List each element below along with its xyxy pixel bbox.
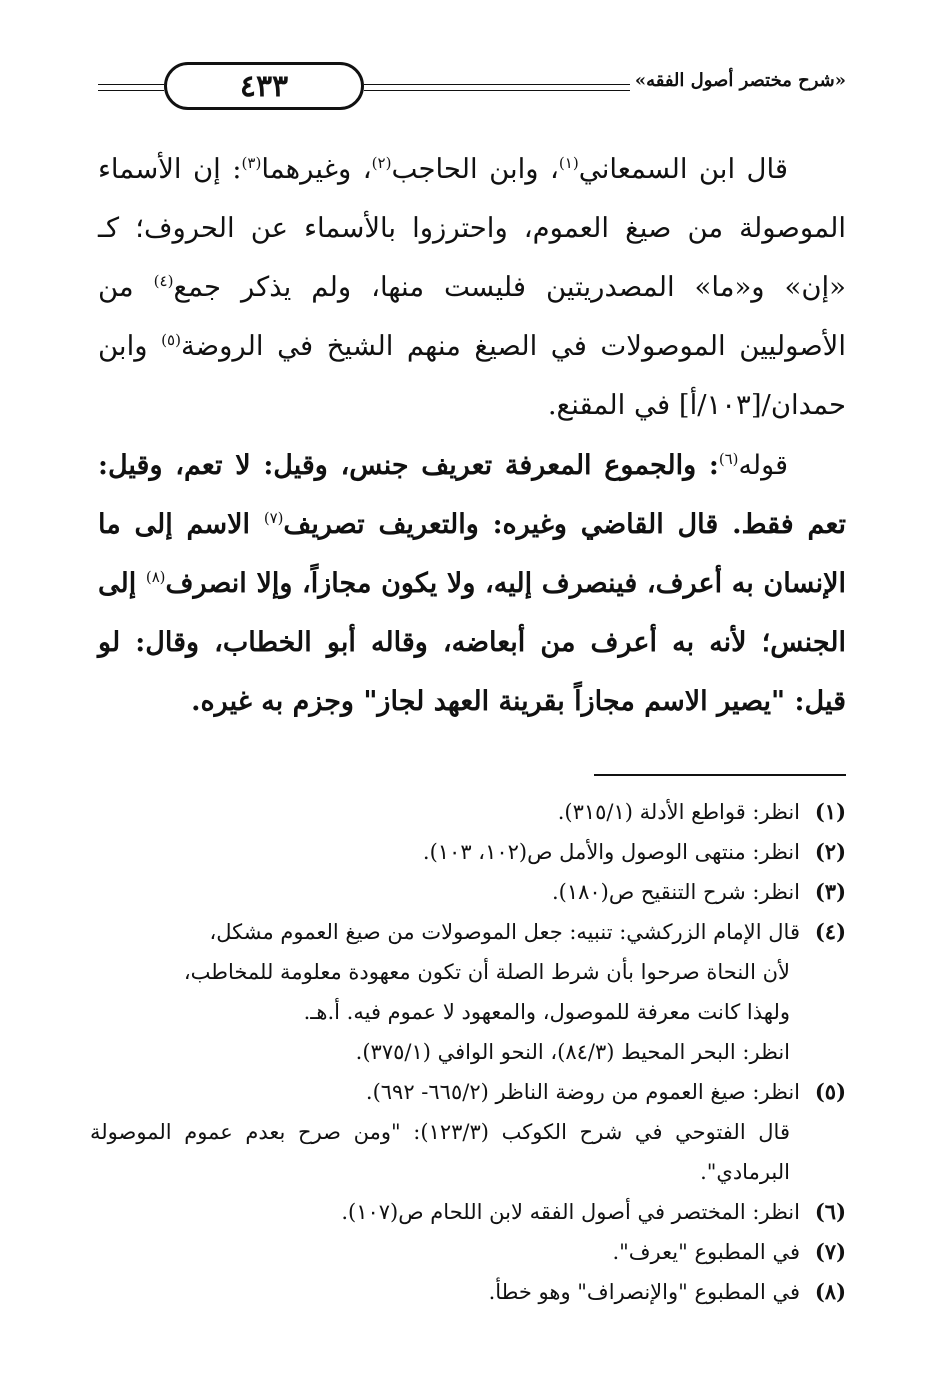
footnote-continuation: لأن النحاة صرحوا بأن شرط الصلة أن تكون معهودة معلومة للمخاطب،: [183, 960, 790, 984]
text-run: : والجموع المعرفة تعريف جنس، وقيل: لا تعم، وقيل: تعم فقط. قال القاضي وغيره: والتعريف تصريف: [98, 450, 846, 540]
footnotes: [90, 792, 846, 1312]
footnote-continuation: ولهذا كانت معرفة للموصول، والمعهود لا عموم فيه. أ.هـ.: [303, 1000, 790, 1024]
footnote-text: انظر: منتهى الوصول والأمل ص(١٠٢، ١٠٣).: [422, 840, 800, 864]
running-title: «شرح مختصر أصول الفقه»: [634, 70, 846, 91]
body-paragraph: [98, 140, 846, 435]
header-rule: [364, 90, 630, 91]
footnote-ref: (٦): [718, 450, 739, 468]
footnote: [90, 1232, 846, 1272]
footnote-text: في المطبوع "والإنصراف" وهو خطأ.: [488, 1280, 800, 1304]
footnote-ref: (٢): [371, 153, 392, 172]
footnote-ref: (٧): [263, 509, 284, 527]
footnote-text: انظر: قواطع الأدلة (٣١٥/١).: [557, 800, 800, 824]
body-paragraph-bold: [98, 436, 846, 731]
text-run: ، وغيرهما: [261, 153, 372, 185]
text-run: إلى الجنس؛ لأنه به أعرف من أبعاضه، وقاله أبو الخطاب، وقال: لو قيل: "يصير الاسم مجازاً بقرينة العهد لجاز" وجزم به غيره.: [98, 568, 846, 717]
footnote-text: انظر: المختصر في أصول الفقه لابن اللحام ص(١٠٧).: [341, 1200, 800, 1224]
footnote-text: انظر: شرح التنقيح ص(١٨٠).: [551, 880, 800, 904]
text-run: قوله: [738, 450, 788, 481]
footnote-divider: [594, 774, 846, 776]
footnote-number: (٤): [814, 919, 846, 944]
footnote-number: (١): [814, 799, 846, 824]
text-run: من الأصوليين الموصولات في الصيغ منهم الشيخ في الروضة: [98, 271, 846, 362]
footnote-text: انظر: صيغ العموم من روضة الناظر (٦٦٥/٢- ٦٩٢).: [365, 1080, 800, 1104]
footnote: [90, 1272, 846, 1312]
footnote-number: (٧): [814, 1239, 846, 1264]
header-rule: [364, 84, 630, 85]
footnote-number: (٣): [814, 879, 846, 904]
page-header: [98, 62, 846, 112]
header-rule: [98, 90, 164, 91]
footnote-text: قال الإمام الزركشي: تنبيه: جعل الموصولات من صيغ العموم مشكل،: [209, 920, 800, 944]
footnote: [90, 872, 846, 912]
footnote: [90, 792, 846, 832]
text-run: قال ابن السمعاني: [578, 153, 788, 185]
page-number: ٤٣٣: [164, 62, 364, 110]
footnote: [90, 1192, 846, 1232]
footnote-number: (٢): [814, 839, 846, 864]
header-rule: [98, 84, 164, 85]
text-run: ، وابن الحاجب: [391, 153, 559, 185]
footnote: [90, 832, 846, 872]
footnote-number: (٥): [814, 1079, 846, 1104]
footnote: [90, 1072, 846, 1112]
footnote-number: (٨): [814, 1279, 846, 1304]
footnote: [90, 912, 846, 952]
footnote-ref: (١): [558, 153, 579, 172]
text-run: : إن الأسماء الموصولة من صيغ العموم، واحترزوا بالأسماء عن الحروف؛ كـ «إن» و«ما» المصدريتين فليست منها، ولم يذكر جمع: [98, 153, 846, 303]
footnote-ref: (٥): [161, 330, 181, 349]
footnote-text: في المطبوع "يعرف".: [612, 1240, 800, 1264]
footnote-continuation: قال الفتوحي في شرح الكوكب (١٢٣/٣): "ومن صرح بعدم عموم الموصولة البرمادي".: [90, 1120, 790, 1184]
footnote-ref: (٣): [241, 153, 262, 172]
footnote-number: (٦): [814, 1199, 846, 1224]
text-run: وابن حمدان/[١٠٣/أ] في المقنع.: [98, 330, 846, 421]
footnote-continuation: انظر: البحر المحيط (٨٤/٣)، النحو الوافي (٣٧٥/١).: [355, 1040, 790, 1064]
footnote-ref: (٨): [145, 568, 166, 586]
text-run: الاسم إلى ما الإنسان به أعرف، فينصرف إليه، ولا يكون مجازاً، وإلا انصرف: [98, 509, 846, 599]
footnote-ref: (٤): [153, 271, 174, 290]
